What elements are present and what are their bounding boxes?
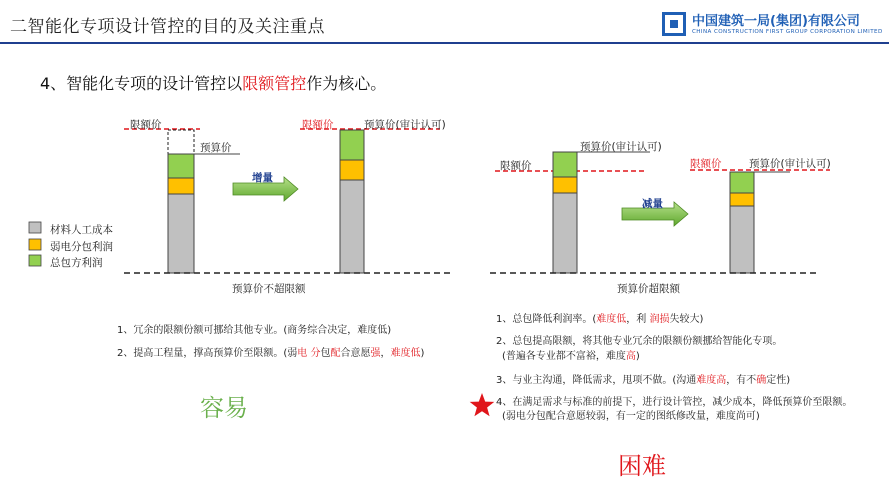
right-note-2-sub-b: 高 bbox=[625, 351, 636, 362]
right-note-2-sub-a: (普遍各专业都不富裕，难度 bbox=[502, 351, 626, 362]
right-note-3-c: ，有不 bbox=[726, 375, 757, 386]
left-note-2 bbox=[117, 344, 424, 359]
left-note-2-e: 合意愿 bbox=[340, 348, 371, 359]
left-note-2-h: 难度低 bbox=[390, 348, 421, 359]
left-bar-a-grey bbox=[168, 194, 194, 273]
right-note-3-e: 定性) bbox=[766, 375, 791, 386]
left-note-2-b: 电 分 bbox=[297, 348, 321, 359]
right-note-1 bbox=[496, 310, 703, 325]
left-arrow-label: 增量 bbox=[252, 172, 273, 184]
right-budget-label-b: 预算价(审计认可) bbox=[749, 158, 831, 170]
right-note-4: 4、在满足需求与标准的前提下，进行设计管控，减少成本，降低预算价至限额。 bbox=[496, 397, 853, 408]
right-note-1-e: 失较大) bbox=[669, 314, 704, 325]
subtitle-highlight: 限额管控 bbox=[242, 74, 307, 93]
left-budget-label-a: 预算价 bbox=[200, 142, 232, 154]
right-bar-b-grey bbox=[730, 206, 754, 273]
right-bar-a-grey bbox=[553, 193, 577, 273]
left-bar-b-orange bbox=[340, 160, 364, 180]
right-bar-b-orange bbox=[730, 193, 754, 206]
logo-text-cn: 中国建筑一局(集团)有限公司 bbox=[692, 14, 860, 29]
legend-label-green: 总包方利润 bbox=[50, 257, 103, 269]
left-bar-a-orange bbox=[168, 178, 194, 194]
left-note-2-a: 2、提高工程量，撑高预算价至限额。(弱 bbox=[117, 348, 298, 359]
legend-label-orange: 弱电分包利润 bbox=[50, 241, 113, 253]
right-note-3-b: 难度高 bbox=[696, 375, 727, 386]
right-note-2: 2、总包提高限额，将其他专业冗余的限额份额挪给智能化专项。 bbox=[496, 336, 783, 347]
right-note-2-sub bbox=[502, 347, 640, 362]
left-diagram bbox=[124, 129, 452, 273]
left-note-2-g: ， bbox=[380, 348, 391, 359]
legend-swatch-green bbox=[29, 255, 41, 266]
left-bar-a-green bbox=[168, 154, 194, 178]
star-icon bbox=[470, 393, 495, 416]
legend-swatch-orange bbox=[29, 239, 41, 250]
legend-swatch-grey bbox=[29, 222, 41, 233]
left-bar-b-grey bbox=[340, 180, 364, 273]
subtitle-suffix: 作为核心。 bbox=[306, 74, 387, 93]
left-limit-label-a: 限额价 bbox=[130, 119, 162, 131]
left-bar-b-green bbox=[340, 130, 364, 160]
subtitle-prefix: 4、智能化专项的设计管控以 bbox=[40, 74, 243, 93]
left-budget-label-b: 预算价(审计认可) bbox=[364, 119, 446, 131]
right-note-3-d: 确 bbox=[756, 375, 767, 386]
right-limit-label-b: 限额价 bbox=[690, 158, 722, 170]
right-axis-label: 预算价超限额 bbox=[617, 283, 680, 295]
left-note-1: 1、冗余的限额份额可挪给其他专业。(商务综合决定，难度低) bbox=[117, 325, 392, 336]
right-note-4-sub: (弱电分包配合意愿较弱，有一定的图纸修改量，难度尚可) bbox=[502, 411, 760, 422]
left-note-2-f: 强 bbox=[370, 348, 381, 359]
right-note-2-sub-c: ) bbox=[635, 351, 640, 362]
left-note-2-d: 配 bbox=[330, 348, 341, 359]
right-verdict: 困难 bbox=[618, 452, 666, 480]
logo-text-en: CHINA CONSTRUCTION FIRST GROUP CORPORATION LIMITED bbox=[692, 29, 883, 35]
right-note-3 bbox=[496, 371, 790, 386]
right-note-1-c: ，利 bbox=[626, 314, 650, 325]
right-limit-label-a: 限额价 bbox=[500, 160, 532, 172]
right-note-1-a: 1、总包降低利润率。( bbox=[496, 314, 597, 325]
left-bar-a-headroom bbox=[168, 130, 194, 154]
left-note-2-i: ) bbox=[420, 348, 425, 359]
right-bar-a-orange bbox=[553, 177, 577, 193]
left-note-2-c: 包 bbox=[320, 348, 331, 359]
right-budget-label-a: 预算价(审计认可) bbox=[580, 141, 662, 153]
left-limit-label-b: 限额价 bbox=[302, 119, 334, 131]
left-axis-label: 预算价不超限额 bbox=[232, 283, 306, 295]
right-bar-a-green bbox=[553, 152, 577, 177]
page-title: 二智能化专项设计管控的目的及关注重点 bbox=[10, 17, 325, 37]
right-arrow-label: 减量 bbox=[642, 198, 663, 210]
right-bar-b-green bbox=[730, 172, 754, 193]
right-note-1-b: 难度低 bbox=[596, 314, 627, 325]
left-verdict: 容易 bbox=[200, 394, 248, 422]
right-note-1-d: 润损 bbox=[649, 314, 670, 325]
right-note-3-a: 3、与业主沟通，降低需求，甩项不做。(沟通 bbox=[496, 375, 697, 386]
legend-label-grey: 材料人工成本 bbox=[50, 224, 113, 236]
legend bbox=[29, 222, 41, 266]
